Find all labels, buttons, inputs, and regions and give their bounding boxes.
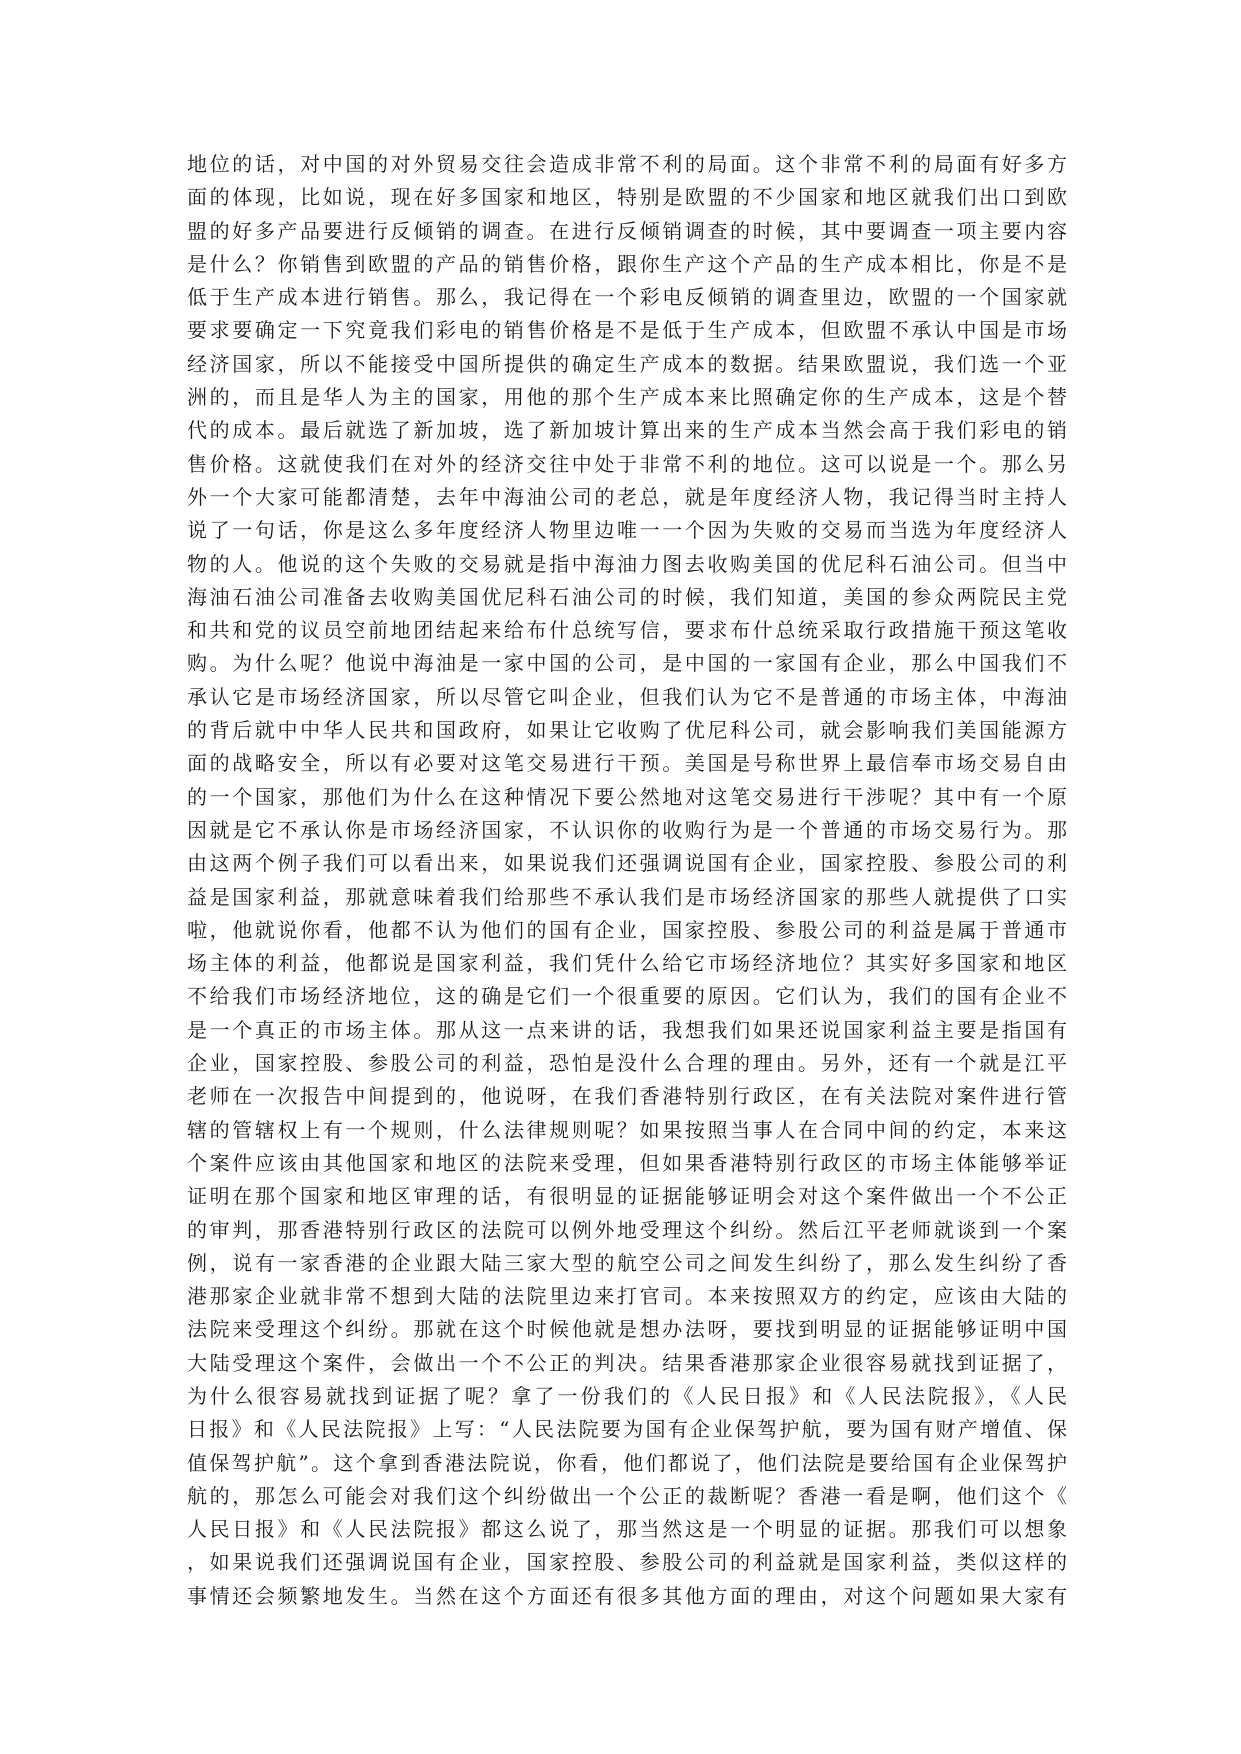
text-line: 法院来受理这个纠纷。那就在这个时候他就是想办法呀，要找到明显的证据能够证明中国 <box>187 1317 1067 1342</box>
text-line: 的一个国家，那他们为什么在这种情况下要公然地对这笔交易进行干涉呢？其中有一个原 <box>187 784 1067 809</box>
text-line: 说了一句话，你是这么多年度经济人物里边唯一一个因为失败的交易而当选为年度经济人 <box>187 518 1067 543</box>
text-line: 啦，他就说你看，他都不认为他们的国有企业，国家控股、参股公司的利益是属于普通市 <box>187 917 1067 942</box>
text-line: 洲的，而且是华人为主的国家，用他的那个生产成本来比照确定你的生产成本，这是个替 <box>187 385 1067 410</box>
text-line: 事情还会频繁地发生。当然在这个方面还有很多其他方面的理由，对这个问题如果大家有 <box>187 1583 1067 1608</box>
text-line: 个案件应该由其他国家和地区的法院来受理，但如果香港特别行政区的市场主体能够举证 <box>187 1150 1067 1175</box>
text-line: 场主体的利益，他都说是国家利益，我们凭什么给它市场经济地位？其实好多国家和地区 <box>187 951 1067 976</box>
text-line: 证明在那个国家和地区审理的话，有很明显的证据能够证明会对这个案件做出一个不公正 <box>187 1184 1067 1209</box>
text-line: 代的成本。最后就选了新加坡，选了新加坡计算出来的生产成本当然会高于我们彩电的销 <box>187 418 1067 443</box>
text-line: 购。为什么呢？他说中海油是一家中国的公司，是中国的一家国有企业，那么中国我们不 <box>187 651 1067 676</box>
text-line: 承认它是市场经济国家，所以尽管它叫企业，但我们认为它不是普通的市场主体，中海油 <box>187 684 1067 709</box>
text-line: 港那家企业就非常不想到大陆的法院里边来打官司。本来按照双方的约定，应该由大陆的 <box>187 1284 1067 1309</box>
text-line: 例，说有一家香港的企业跟大陆三家大型的航空公司之间发生纠纷了，那么发生纠纷了香 <box>187 1250 1067 1275</box>
text-line: 的审判，那香港特别行政区的法院可以例外地受理这个纠纷。然后江平老师就谈到一个案 <box>187 1217 1067 1242</box>
text-line: 经济国家，所以不能接受中国所提供的确定生产成本的数据。结果欧盟说，我们选一个亚 <box>187 351 1067 376</box>
text-line: 因就是它不承认你是市场经济国家，不认识你的收购行为是一个普通的市场交易行为。那 <box>187 817 1067 842</box>
text-line: 的背后就中中华人民共和国政府，如果让它收购了优尼科公司，就会影响我们美国能源方 <box>187 718 1067 743</box>
text-line: 值保驾护航”。这个拿到香港法院说，你看，他们都说了，他们法院是要给国有企业保驾护 <box>187 1450 1067 1475</box>
text-line: 人民日报》和《人民法院报》都这么说了，那当然这是一个明显的证据。那我们可以想象 <box>187 1517 1067 1542</box>
text-line: 外一个大家可能都清楚，去年中海油公司的老总，就是年度经济人物，我记得当时主持人 <box>187 484 1067 509</box>
text-line: ，如果说我们还强调说国有企业，国家控股、参股公司的利益就是国家利益，类似这样的 <box>187 1550 1067 1575</box>
text-line: 海油石油公司准备去收购美国优尼科石油公司的时候，我们知道，美国的参众两院民主党 <box>187 584 1067 609</box>
text-line: 物的人。他说的这个失败的交易就是指中海油力图去收购美国的优尼科石油公司。但当中 <box>187 551 1067 576</box>
text-line: 企业，国家控股、参股公司的利益，恐怕是没什么合理的理由。另外，还有一个就是江平 <box>187 1051 1067 1076</box>
text-line: 低于生产成本进行销售。那么，我记得在一个彩电反倾销的调查里边，欧盟的一个国家就 <box>187 285 1067 310</box>
text-line: 盟的好多产品要进行反倾销的调查。在进行反倾销调查的时候，其中要调查一项主要内容 <box>187 218 1067 243</box>
text-line: 售价格。这就使我们在对外的经济交往中处于非常不利的地位。这可以说是一个。那么另 <box>187 451 1067 476</box>
text-line: 面的战略安全，所以有必要对这笔交易进行干预。美国是号称世界上最信奉市场交易自由 <box>187 751 1067 776</box>
text-line: 面的体现，比如说，现在好多国家和地区，特别是欧盟的不少国家和地区就我们出口到欧 <box>187 185 1067 210</box>
text-line: 日报》和《人民法院报》上写：“人民法院要为国有企业保驾护航，要为国有财产增值、保 <box>187 1417 1067 1442</box>
text-line: 为什么很容易就找到证据了呢？拿了一份我们的《人民日报》和《人民法院报》，《人民 <box>187 1383 1067 1408</box>
body-text <box>187 148 1067 1613</box>
text-line: 是一个真正的市场主体。那从这一点来讲的话，我想我们如果还说国家利益主要是指国有 <box>187 1017 1067 1042</box>
text-line: 不给我们市场经济地位，这的确是它们一个很重要的原因。它们认为，我们的国有企业不 <box>187 984 1067 1009</box>
text-line: 由这两个例子我们可以看出来，如果说我们还强调说国有企业，国家控股、参股公司的利 <box>187 851 1067 876</box>
text-line: 辖的管辖权上有一个规则，什么法律规则呢？如果按照当事人在合同中间的约定，本来这 <box>187 1117 1067 1142</box>
text-line: 益是国家利益，那就意味着我们给那些不承认我们是市场经济国家的那些人就提供了口实 <box>187 884 1067 909</box>
text-line: 老师在一次报告中间提到的，他说呀，在我们香港特别行政区，在有关法院对案件进行管 <box>187 1084 1067 1109</box>
text-line: 和共和党的议员空前地团结起来给布什总统写信，要求布什总统采取行政措施干预这笔收 <box>187 618 1067 643</box>
text-line: 是什么？你销售到欧盟的产品的销售价格，跟你生产这个产品的生产成本相比，你是不是 <box>187 251 1067 276</box>
text-line: 要求要确定一下究竟我们彩电的销售价格是不是低于生产成本，但欧盟不承认中国是市场 <box>187 318 1067 343</box>
text-line: 航的，那怎么可能会对我们这个纠纷做出一个公正的裁断呢？香港一看是啊，他们这个《 <box>187 1483 1067 1508</box>
text-line: 地位的话，对中国的对外贸易交往会造成非常不利的局面。这个非常不利的局面有好多方 <box>187 152 1067 176</box>
text-line: 大陆受理这个案件，会做出一个不公正的判决。结果香港那家企业很容易就找到证据了， <box>187 1350 1067 1375</box>
